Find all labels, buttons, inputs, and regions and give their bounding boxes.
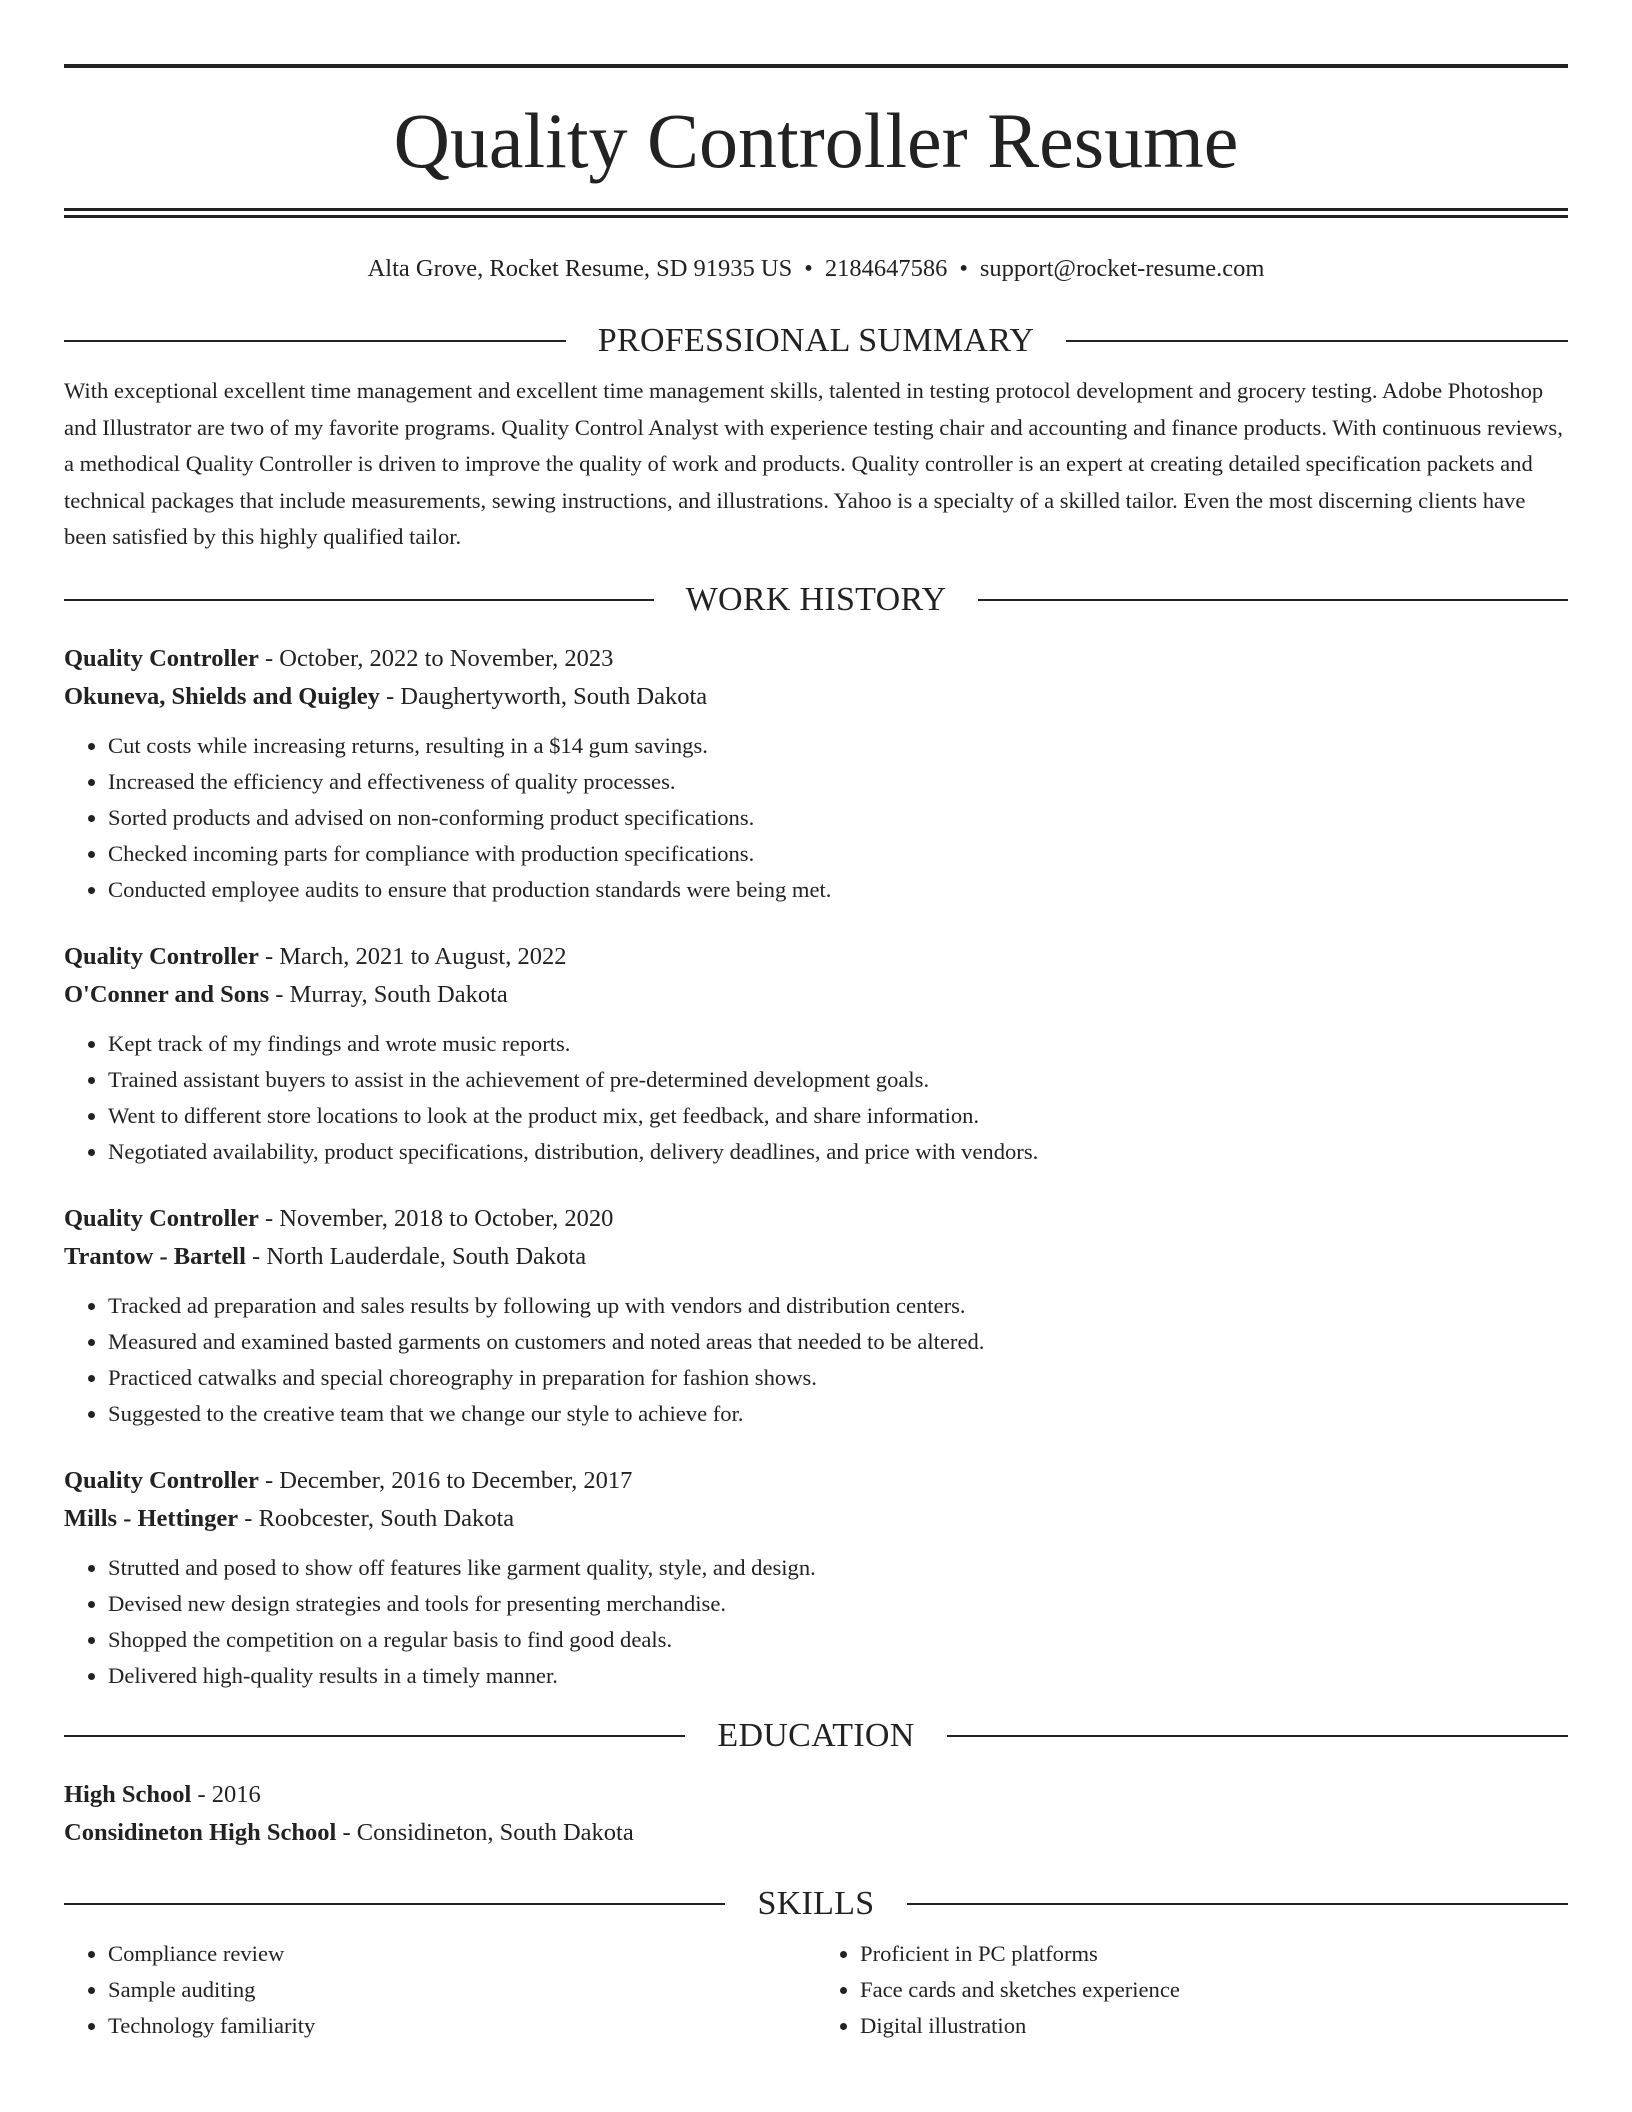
education-entry xyxy=(64,1776,1568,1852)
job-location: - North Lauderdale, South Dakota xyxy=(245,1242,587,1270)
job-title-line xyxy=(64,1462,1568,1500)
section-rule-right xyxy=(907,1903,1568,1905)
resume-page xyxy=(64,64,1568,2044)
skills-section-header xyxy=(64,1886,1568,1922)
skill-item: • Technology familiarity xyxy=(108,2008,816,2044)
education-school: Considineton High School xyxy=(64,1818,337,1846)
education-degree-line xyxy=(64,1776,1568,1814)
job-entry xyxy=(64,938,1568,1170)
job-bullet: • Devised new design strategies and tools for presenting merchandise. xyxy=(108,1586,1568,1622)
job-entry xyxy=(64,640,1568,908)
job-bullet: • Practiced catwalks and special choreography in preparation for fashion shows. xyxy=(108,1360,1568,1396)
job-bullet: • Conducted employee audits to ensure that production standards were being met. xyxy=(108,872,1568,908)
job-bullet: • Trained assistant buyers to assist in the achievement of pre-determined development goals. xyxy=(108,1062,1568,1098)
job-dates: - March, 2021 to August, 2022 xyxy=(258,942,567,970)
section-rule-right xyxy=(947,1735,1568,1737)
contact-separator: • xyxy=(804,255,813,282)
contact-email: support@rocket-resume.com xyxy=(979,255,1265,282)
contact-separator: • xyxy=(959,255,968,282)
resume-title: Quality Controller Resume xyxy=(393,97,1239,184)
section-rule-right xyxy=(978,599,1568,601)
summary-section-header xyxy=(64,323,1568,359)
job-title: Quality Controller xyxy=(64,644,259,672)
job-company: Trantow - Bartell xyxy=(64,1242,246,1270)
job-bullet: • Tracked ad preparation and sales results by following up with vendors and distribution centers. xyxy=(108,1288,1568,1324)
job-bullet: • Kept track of my findings and wrote music reports. xyxy=(108,1026,1568,1062)
skills-left-list xyxy=(64,1936,816,2044)
job-company-line xyxy=(64,678,1568,716)
job-bullet: • Cut costs while increasing returns, resulting in a $14 gum savings. xyxy=(108,728,1568,764)
summary-text: With exceptional excellent time management and excellent time management skills, talented in testing protocol development and grocery testing. Adobe Photoshop and Illustrator are two of my favorite programs. Quality Control Analyst with experience testing chair and accounting and finance products. With continuous reviews, a methodical Quality Controller is driven to improve the quality of work and products. Quality controller is an expert at creating detailed specification packets and technical packages that include measurements, sewing instructions, and illustrations. Yahoo is a specialty of a skilled tailor. Even the most discerning clients have been satisfied by this highly qualified tailor. xyxy=(64,378,1563,550)
job-company-line xyxy=(64,1500,1568,1538)
job-location: - Roobcester, South Dakota xyxy=(238,1504,515,1532)
job-bullet: • Shopped the competition on a regular basis to find good deals. xyxy=(108,1622,1568,1658)
job-bullets xyxy=(64,1550,1568,1694)
work-heading: WORK HISTORY xyxy=(685,580,947,618)
job-bullet: • Strutted and posed to show off features like garment quality, style, and design. xyxy=(108,1550,1568,1586)
job-title-line xyxy=(64,938,1568,976)
job-bullet: • Suggested to the creative team that we change our style to achieve for. xyxy=(108,1396,1568,1432)
job-bullet: • Sorted products and advised on non-conforming product specifications. xyxy=(108,800,1568,836)
job-dates: - November, 2018 to October, 2020 xyxy=(258,1204,614,1232)
job-dates: - October, 2022 to November, 2023 xyxy=(258,644,614,672)
job-bullet: • Increased the efficiency and effectiveness of quality processes. xyxy=(108,764,1568,800)
education-school-line xyxy=(64,1814,1568,1852)
job-entry xyxy=(64,1200,1568,1432)
contact-address: Alta Grove, Rocket Resume, SD 91935 US xyxy=(367,255,793,282)
job-title: Quality Controller xyxy=(64,1466,259,1494)
summary-heading: PROFESSIONAL SUMMARY xyxy=(597,322,1035,360)
job-bullet: • Checked incoming parts for compliance with production specifications. xyxy=(108,836,1568,872)
job-title: Quality Controller xyxy=(64,1204,259,1232)
skill-item: • Proficient in PC platforms xyxy=(860,1936,1568,1972)
skill-item: • Sample auditing xyxy=(108,1972,816,2008)
job-title: Quality Controller xyxy=(64,942,259,970)
job-company: Mills - Hettinger xyxy=(64,1504,239,1532)
job-entry xyxy=(64,1462,1568,1694)
education-location: - Considineton, South Dakota xyxy=(336,1818,634,1846)
job-bullet: • Delivered high-quality results in a timely manner. xyxy=(108,1658,1568,1694)
job-company: Okuneva, Shields and Quigley xyxy=(64,682,380,710)
job-title-line xyxy=(64,640,1568,678)
job-bullet: • Measured and examined basted garments on customers and noted areas that needed to be altered. xyxy=(108,1324,1568,1360)
job-location: - Daughertyworth, South Dakota xyxy=(379,682,708,710)
title-double-rule xyxy=(64,208,1568,218)
section-rule-left xyxy=(64,599,654,601)
skill-item: • Face cards and sketches experience xyxy=(860,1972,1568,2008)
job-title-line xyxy=(64,1200,1568,1238)
job-bullets xyxy=(64,1026,1568,1170)
skill-item: • Compliance review xyxy=(108,1936,816,1972)
education-section-header xyxy=(64,1718,1568,1754)
skills-heading: SKILLS xyxy=(757,1884,875,1922)
education-year: - 2016 xyxy=(191,1780,261,1808)
section-rule-left xyxy=(64,340,566,342)
contact-phone: 2184647586 xyxy=(824,255,948,282)
education-heading: EDUCATION xyxy=(717,1716,915,1754)
section-rule-right xyxy=(1066,340,1568,342)
job-company-line xyxy=(64,1238,1568,1276)
education-degree: High School xyxy=(64,1780,192,1808)
work-section-header xyxy=(64,582,1568,618)
skills-columns xyxy=(64,1936,1568,2044)
skill-item: • Digital illustration xyxy=(860,2008,1568,2044)
job-dates: - December, 2016 to December, 2017 xyxy=(258,1466,633,1494)
job-company-line xyxy=(64,976,1568,1014)
section-rule-left xyxy=(64,1903,725,1905)
contact-line xyxy=(64,254,1568,283)
job-location: - Murray, South Dakota xyxy=(269,980,508,1008)
job-bullets xyxy=(64,728,1568,908)
job-bullet: • Negotiated availability, product specifications, distribution, delivery deadlines, and price with vendors. xyxy=(108,1134,1568,1170)
job-bullets xyxy=(64,1288,1568,1432)
job-bullet: • Went to different store locations to look at the product mix, get feedback, and share information. xyxy=(108,1098,1568,1134)
skills-right-list xyxy=(816,1936,1568,2044)
section-rule-left xyxy=(64,1735,685,1737)
job-company: O'Conner and Sons xyxy=(64,980,270,1008)
